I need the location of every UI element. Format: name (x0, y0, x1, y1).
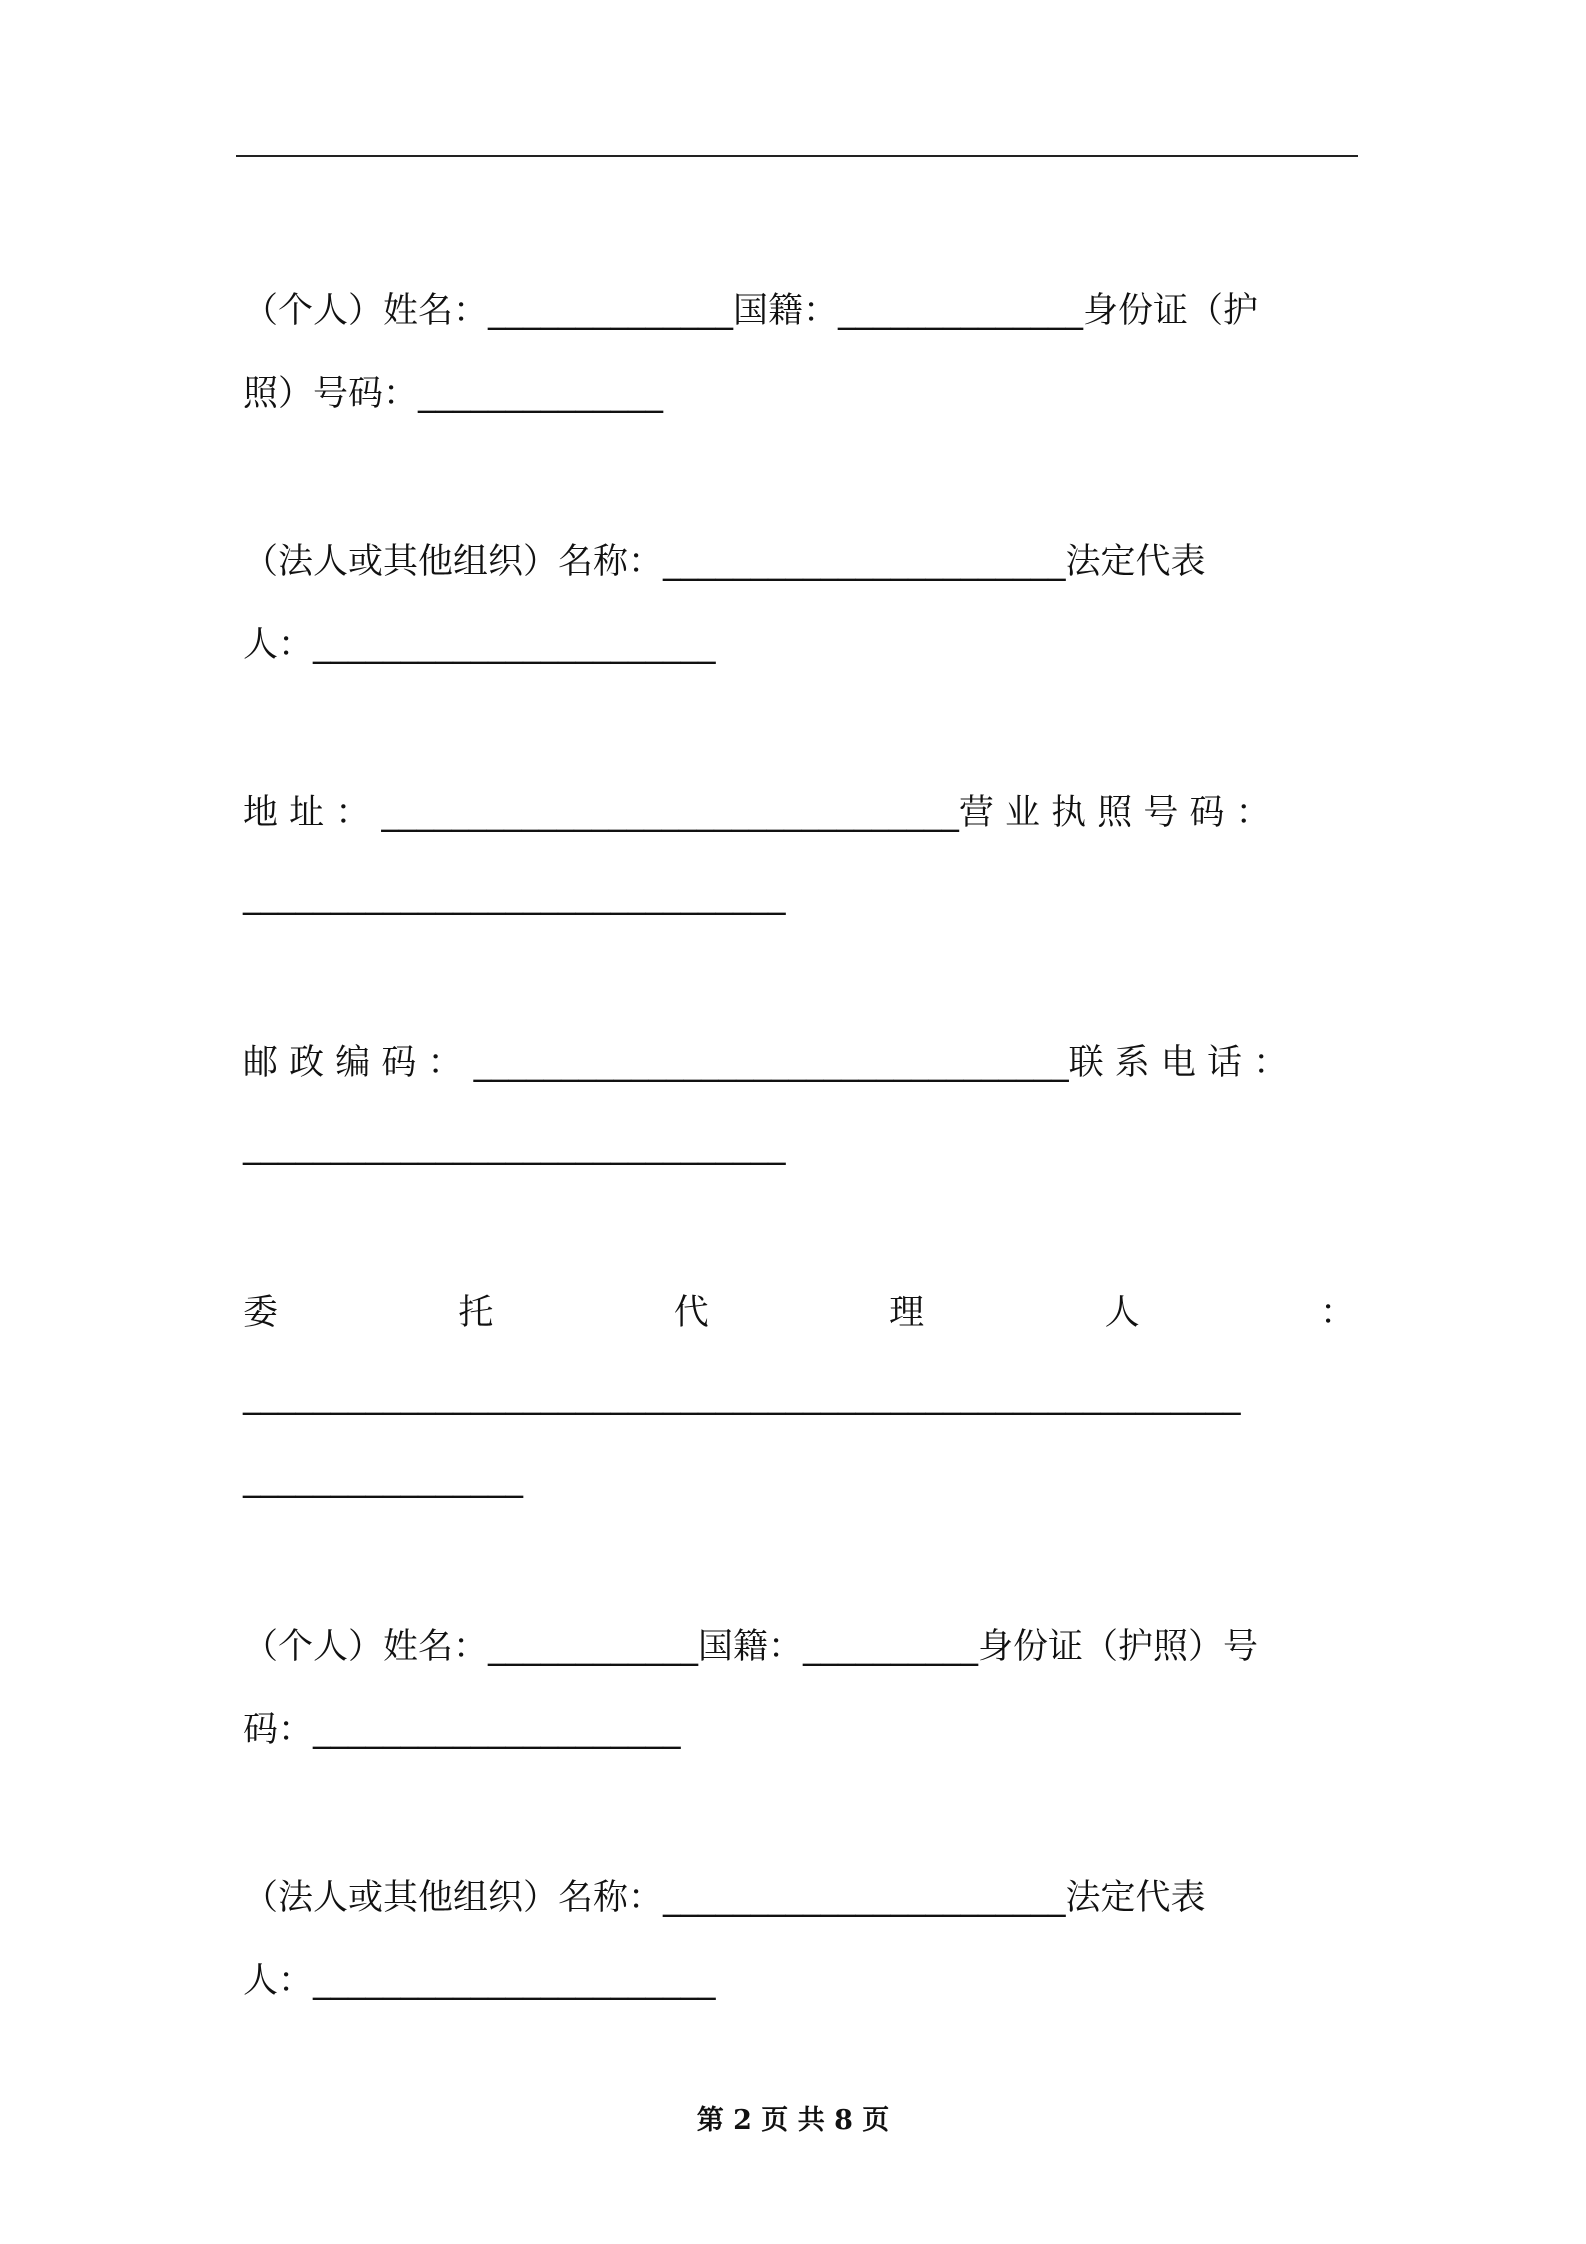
text-line: 地 址 ： _________________________________营 业 执 照 号 码 ： (243, 793, 1271, 833)
header-rule (236, 155, 1358, 157)
agent-organization-paragraph (243, 1857, 1355, 2023)
text-line: _________________________________________________________ (243, 1376, 1241, 1416)
agent-individual-paragraph (243, 1606, 1355, 1772)
text-line: 人：_______________________ (243, 1961, 716, 2001)
page-number-footer: 第 2 页 共 8 页 (696, 2105, 890, 2136)
agent-heading-char: 代 (673, 1293, 709, 1333)
principal-organization-paragraph (243, 521, 1355, 687)
text-line: （个人）姓名：______________国籍：______________身份证（护 (243, 291, 1259, 331)
agent-heading-line (243, 1272, 1355, 1355)
postal-phone-paragraph (243, 1022, 1355, 1188)
principal-individual-paragraph (243, 270, 1355, 436)
text-line: 邮 政 编 码 ： __________________________________联 系 电 话 ： (243, 1043, 1289, 1083)
text-line: _______________________________ (243, 876, 786, 916)
text-line: 照）号码：______________ (243, 374, 664, 414)
agent-heading-char: 托 (458, 1293, 494, 1333)
agent-heading-char: ： (1319, 1293, 1355, 1333)
text-line: _______________________________ (243, 1126, 786, 1166)
text-line: 人：_______________________ (243, 625, 716, 665)
agent-paragraph (243, 1272, 1355, 1521)
agent-heading-char: 委 (243, 1293, 279, 1333)
address-paragraph (243, 772, 1355, 938)
text-line: ________________ (243, 1459, 523, 1499)
text-line: （法人或其他组织）名称：_______________________法定代表 (243, 542, 1206, 582)
agent-heading-char: 理 (889, 1293, 925, 1333)
text-line: （法人或其他组织）名称：_______________________法定代表 (243, 1878, 1206, 1918)
text-line: 码：_____________________ (243, 1710, 681, 1750)
text-line: （个人）姓名：____________国籍：__________身份证（护照）号 (243, 1627, 1259, 1667)
agent-heading-char: 人 (1104, 1293, 1140, 1333)
